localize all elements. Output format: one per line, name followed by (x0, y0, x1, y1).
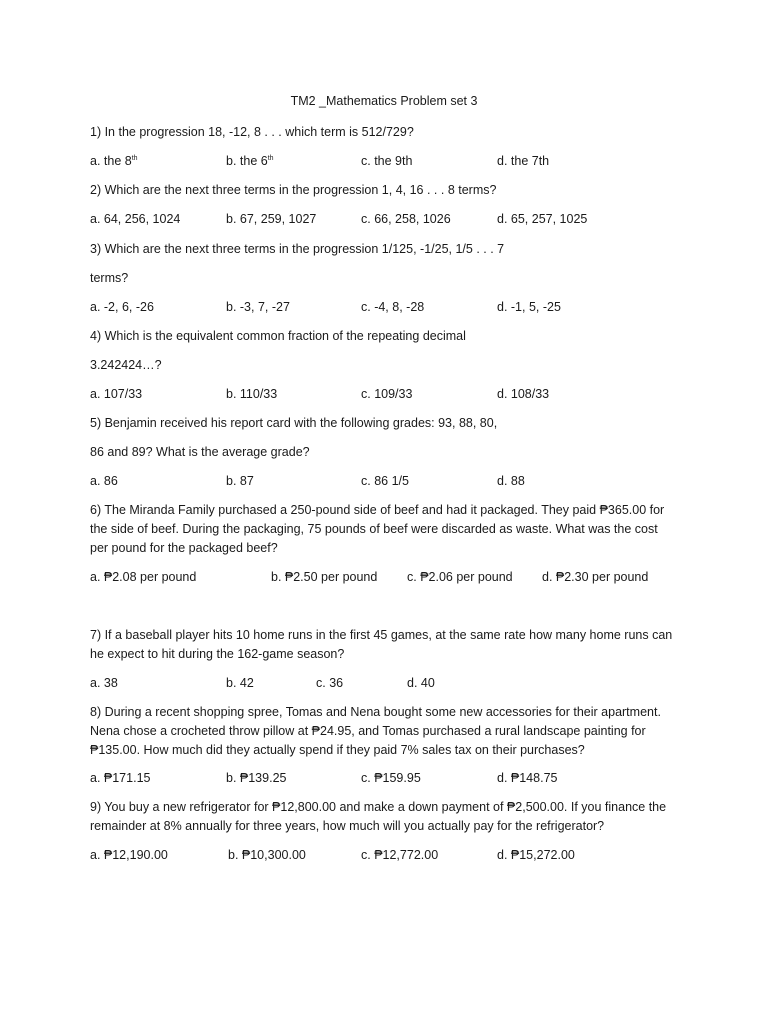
q7-option-a: a. 38 (90, 676, 118, 690)
q2-option-d: d. 65, 257, 1025 (497, 212, 588, 226)
q5-option-d: d. 88 (497, 474, 525, 488)
q7-option-b: b. 42 (226, 676, 254, 690)
question-7-options (0, 674, 768, 693)
q2-option-c: c. 66, 258, 1026 (361, 212, 451, 226)
question-2-options (0, 210, 768, 229)
q3-option-d: d. -1, 5, -25 (497, 300, 561, 314)
q8-option-d: d. ₱148.75 (497, 771, 558, 785)
q4-option-b: b. 110/33 (226, 387, 278, 401)
question-6: 6) The Miranda Family purchased a 250-pound side of beef and had it packaged. They paid ₱365.00 for the side of beef. During the packaging, 75 pounds of beef were discarded as waste. What was the cost per pound for the packaged beef? (90, 503, 665, 555)
q1-option-d: d. the 7th (497, 154, 550, 168)
page-title: TM2 _Mathematics Problem set 3 (290, 94, 478, 108)
q8-option-c: c. ₱159.95 (361, 771, 421, 785)
q7-option-c: c. 36 (316, 676, 344, 690)
q5-option-b: b. 87 (226, 474, 254, 488)
q7-option-d: d. 40 (407, 676, 435, 690)
q3-option-b: b. -3, 7, -27 (226, 300, 290, 314)
q9-option-c: c. ₱12,772.00 (361, 848, 439, 862)
question-6-options (0, 568, 768, 587)
q1-option-b: b. the 6th (226, 154, 274, 168)
q4-option-c: c. 109/33 (361, 387, 413, 401)
question-2: 2) Which are the next three terms in the progression 1, 4, 16 . . . 8 terms? (90, 183, 497, 197)
q8-option-a: a. ₱171.15 (90, 771, 151, 785)
q1-option-a: a. the 8th (90, 154, 138, 168)
q5-option-c: c. 86 1/5 (361, 474, 409, 488)
q3-option-a: a. -2, 6, -26 (90, 300, 154, 314)
q1-option-c: c. the 9th (361, 154, 413, 168)
question-3-options (0, 298, 768, 317)
question-9-options (0, 846, 768, 865)
q9-option-b: b. ₱10,300.00 (228, 848, 306, 862)
question-4-options (0, 385, 768, 404)
q9-option-d: d. ₱15,272.00 (497, 848, 575, 862)
q5-option-a: a. 86 (90, 474, 118, 488)
question-8: 8) During a recent shopping spree, Tomas and Nena bought some new accessories for their apartment. Nena chose a crocheted throw pillow at ₱24.95, and Tomas purchased a rural landscape painting for ₱135.00. How much did they actually spend if they paid 7% sales tax on their purchases? (90, 705, 661, 757)
q4-option-d: d. 108/33 (497, 387, 550, 401)
question-5: 5) Benjamin received his report card with the following grades: 93, 88, 80, 86 and 89? What is the average grade? (90, 416, 498, 459)
q3-option-c: c. -4, 8, -28 (361, 300, 425, 314)
q9-option-a: a. ₱12,190.00 (90, 848, 168, 862)
question-4: 4) Which is the equivalent common fraction of the repeating decimal 3.242424…? (90, 329, 466, 372)
question-1-options (0, 152, 768, 171)
question-1: 1) In the progression 18, -12, 8 . . . which term is 512/729? (90, 125, 414, 139)
question-7: 7) If a baseball player hits 10 home runs in the first 45 games, at the same rate how many home runs can he expect to hit during the 162-game season? (90, 628, 673, 661)
q6-option-a: a. ₱2.08 per pound (90, 570, 197, 584)
q6-option-d: d. ₱2.30 per pound (542, 570, 649, 584)
q2-option-a: a. 64, 256, 1024 (90, 212, 181, 226)
q4-option-a: a. 107/33 (90, 387, 143, 401)
q8-option-b: b. ₱139.25 (226, 771, 287, 785)
q6-option-c: c. ₱2.06 per pound (407, 570, 513, 584)
question-8-options (0, 769, 768, 788)
q2-option-b: b. 67, 259, 1027 (226, 212, 317, 226)
q6-option-b: b. ₱2.50 per pound (271, 570, 378, 584)
question-3: 3) Which are the next three terms in the progression 1/125, -1/25, 1/5 . . . 7 terms? (90, 242, 505, 285)
question-5-options (0, 472, 768, 491)
question-9: 9) You buy a new refrigerator for ₱12,800.00 and make a down payment of ₱2,500.00. If you finance the remainder at 8% annually for three years, how much will you actually pay for the refrigerator? (90, 800, 667, 833)
